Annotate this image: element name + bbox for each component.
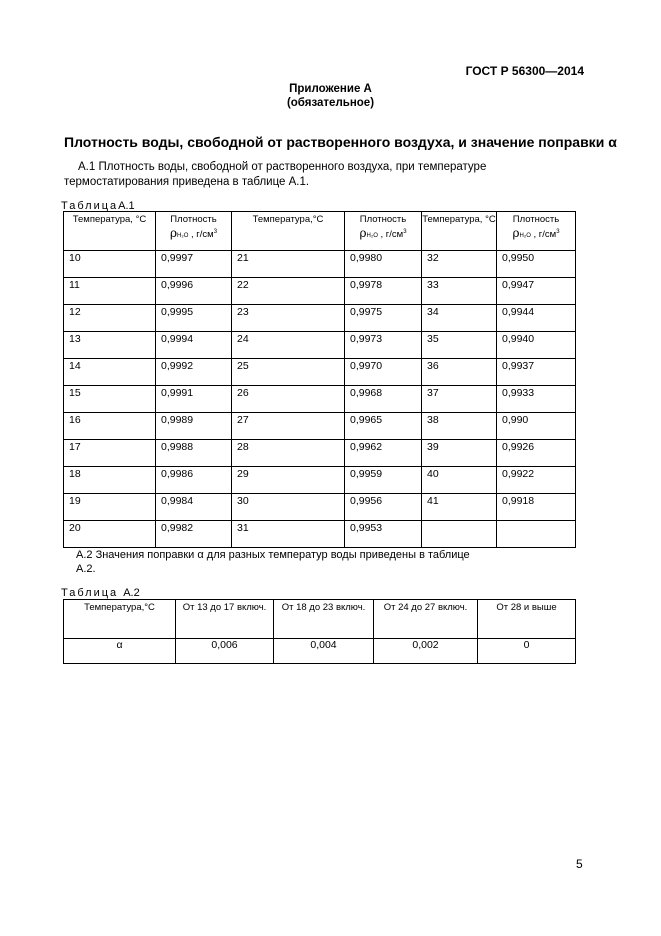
- density-cell: 0,9926: [497, 440, 576, 467]
- density-cell: 0,9940: [497, 332, 576, 359]
- temperature-cell: 30: [232, 494, 345, 521]
- density-symbol: [156, 226, 231, 242]
- header-density-2: [345, 212, 422, 251]
- density-cell: 0,9982: [156, 521, 232, 548]
- density-cell: 0,9970: [345, 359, 422, 386]
- temperature-cell: 39: [422, 440, 497, 467]
- table-a1-caption-word: Таблица: [61, 200, 119, 212]
- table-cell: 0,006: [176, 639, 274, 664]
- temperature-cell: 37: [422, 386, 497, 413]
- density-word: Плотность: [170, 214, 217, 225]
- temperature-cell: 28: [232, 440, 345, 467]
- header-range-28-up: От 28 и выше: [478, 600, 576, 639]
- table-row: [64, 359, 576, 386]
- table-row: [64, 305, 576, 332]
- table-a1: [63, 211, 576, 548]
- density-cell: 0,9965: [345, 413, 422, 440]
- temperature-cell: 24: [232, 332, 345, 359]
- density-cell: 0,9986: [156, 467, 232, 494]
- temperature-cell: 18: [64, 467, 156, 494]
- temperature-cell: 40: [422, 467, 497, 494]
- table-row: [64, 251, 576, 278]
- density-cell: 0,9996: [156, 278, 232, 305]
- table-a1-header-row: [64, 212, 576, 251]
- density-symbol: [345, 226, 421, 242]
- temperature-cell: 19: [64, 494, 156, 521]
- rho-symbol: ρ: [169, 226, 178, 241]
- temperature-cell: 22: [232, 278, 345, 305]
- section-title: Плотность воды, свободной от растворенного воздуха, и значение поправки α: [64, 134, 617, 150]
- table-cell: 0,004: [274, 639, 374, 664]
- temperature-cell: 11: [64, 278, 156, 305]
- density-cell: 0,9997: [156, 251, 232, 278]
- unit-exponent: 3: [556, 229, 560, 235]
- table-row: [64, 521, 576, 548]
- temperature-cell: 13: [64, 332, 156, 359]
- density-cell: 0,9933: [497, 386, 576, 413]
- unit-exponent: 3: [213, 229, 218, 235]
- temperature-cell: 27: [232, 413, 345, 440]
- density-symbol: [497, 226, 575, 242]
- table-a2-caption-number: А.2: [123, 587, 140, 599]
- density-cell: 0,9992: [156, 359, 232, 386]
- temperature-cell: 17: [64, 440, 156, 467]
- density-cell: 0,9995: [156, 305, 232, 332]
- density-cell: [497, 521, 576, 548]
- annex-title: Приложение А: [289, 83, 372, 95]
- table-cell: 0,002: [374, 639, 478, 664]
- header-range-18-23: От 18 до 23 включ.: [274, 600, 374, 639]
- density-cell: 0,9953: [345, 521, 422, 548]
- temperature-cell: 16: [64, 413, 156, 440]
- temperature-cell: 34: [422, 305, 497, 332]
- table-cell: 0: [478, 639, 576, 664]
- density-unit: , г/см: [377, 229, 404, 241]
- density-cell: 0,9947: [497, 278, 576, 305]
- density-cell: 0,9922: [497, 467, 576, 494]
- header-range-13-17: От 13 до 17 включ.: [176, 600, 274, 639]
- density-cell: 0,9980: [345, 251, 422, 278]
- temperature-cell: 41: [422, 494, 497, 521]
- temperature-cell: 20: [64, 521, 156, 548]
- table-a1-caption-number: А.1: [118, 200, 135, 212]
- density-cell: 0,9944: [497, 305, 576, 332]
- density-cell: 0,9988: [156, 440, 232, 467]
- table-a2-caption: [61, 587, 140, 599]
- table-row: [64, 467, 576, 494]
- table-a2: [63, 599, 576, 664]
- density-cell: 0,9937: [497, 359, 576, 386]
- temperature-cell: 36: [422, 359, 497, 386]
- density-unit: , г/см: [530, 229, 557, 241]
- paragraph-a1: А.1 Плотность воды, свободной от растворенного воздуха, при температуре термостатирования приведена в таблице А.1.: [64, 161, 487, 188]
- unit-exponent: 3: [403, 229, 407, 235]
- density-cell: 0,990: [497, 413, 576, 440]
- density-word: Плотность: [512, 214, 560, 225]
- header-density-1: [156, 212, 232, 251]
- temperature-cell: 31: [232, 521, 345, 548]
- alpha-symbol-cell: α: [64, 639, 176, 664]
- temperature-cell: 25: [232, 359, 345, 386]
- density-cell: 0,9989: [156, 413, 232, 440]
- table-a2-caption-word: Таблица: [61, 587, 119, 599]
- rho-subscript: H₂O: [366, 233, 378, 240]
- standard-code: ГОСТ Р 56300—2014: [465, 64, 584, 78]
- temperature-cell: 29: [232, 467, 345, 494]
- header-density-3: [497, 212, 576, 251]
- rho-subscript: H₂O: [177, 233, 189, 240]
- temperature-cell: 32: [422, 251, 497, 278]
- header-temperature-1: Температура, °С: [64, 212, 156, 251]
- header-range-24-27: От 24 до 27 включ.: [374, 600, 478, 639]
- density-cell: 0,9959: [345, 467, 422, 494]
- table-row: [64, 413, 576, 440]
- density-cell: 0,9956: [345, 494, 422, 521]
- table-row: [64, 440, 576, 467]
- density-cell: 0,9984: [156, 494, 232, 521]
- temperature-cell: 35: [422, 332, 497, 359]
- temperature-cell: 26: [232, 386, 345, 413]
- header-temperature-2: Температура,°С: [232, 212, 345, 251]
- table-row: [64, 332, 576, 359]
- temperature-cell: 14: [64, 359, 156, 386]
- header-temperature-3: Температура, °С: [422, 212, 497, 251]
- table-row: [64, 278, 576, 305]
- annex-subtitle: (обязательное): [286, 97, 375, 109]
- density-cell: 0,9975: [345, 305, 422, 332]
- temperature-cell: [422, 521, 497, 548]
- density-cell: 0,9978: [345, 278, 422, 305]
- density-cell: 0,9973: [345, 332, 422, 359]
- table-row: [64, 494, 576, 521]
- header-temperature: Температура,°С: [64, 600, 176, 639]
- table-row: [64, 386, 576, 413]
- temperature-cell: 33: [422, 278, 497, 305]
- rho-symbol: ρ: [359, 226, 367, 241]
- density-cell: 0,9994: [156, 332, 232, 359]
- density-cell: 0,9962: [345, 440, 422, 467]
- density-cell: 0,9991: [156, 386, 232, 413]
- temperature-cell: 38: [422, 413, 497, 440]
- table-a2-header-row: [64, 600, 576, 639]
- paragraph-a2: А.2 Значения поправки α для разных температур воды приведены в таблице А.2.: [76, 549, 470, 575]
- density-cell: 0,9968: [345, 386, 422, 413]
- density-cell: 0,9950: [497, 251, 576, 278]
- temperature-cell: 12: [64, 305, 156, 332]
- table-row: [64, 639, 576, 664]
- temperature-cell: 23: [232, 305, 345, 332]
- temperature-cell: 10: [64, 251, 156, 278]
- density-unit: , г/см: [188, 229, 214, 241]
- density-cell: 0,9918: [497, 494, 576, 521]
- temperature-cell: 21: [232, 251, 345, 278]
- table-a1-body: [64, 251, 576, 548]
- rho-subscript: H₂O: [519, 233, 531, 240]
- rho-symbol: ρ: [512, 226, 520, 241]
- temperature-cell: 15: [64, 386, 156, 413]
- density-word: Плотность: [359, 214, 407, 225]
- page-number: 5: [576, 857, 583, 871]
